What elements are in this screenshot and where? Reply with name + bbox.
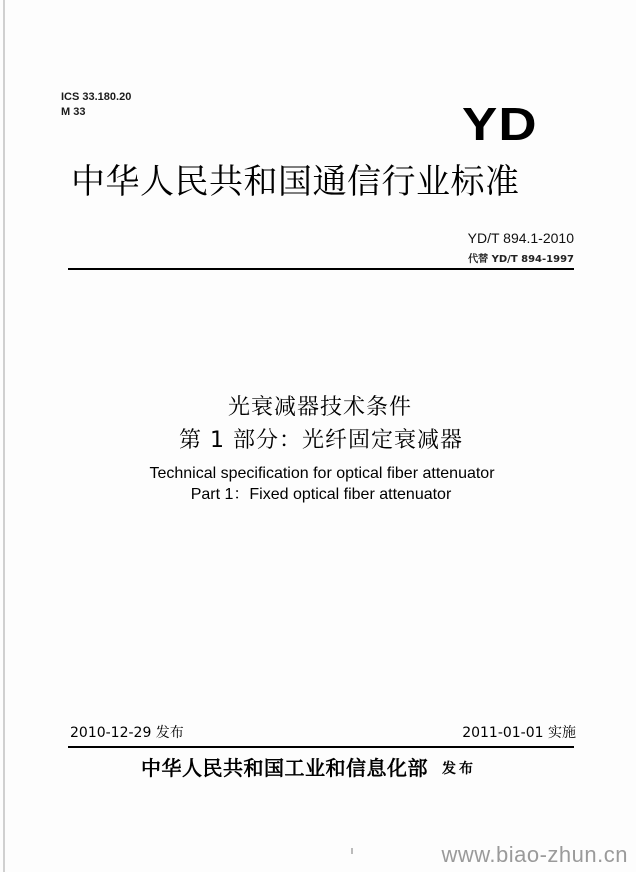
ics-code: ICS 33.180.20 [61,91,132,103]
standard-number: YD/T 894.1-2010 [467,230,574,246]
title-block [0,392,636,506]
publisher-name: 中华人民共和国工业和信息化部 [141,756,428,780]
yd-logo: YD [462,98,538,150]
title-en-line1: Technical specification for optical fiber attenuator [149,465,495,482]
classification-codes [61,90,131,120]
top-divider [68,268,574,270]
title-en-line2: Part 1：Fixed optical fiber attenuator [190,486,452,503]
organization-title: 中华人民共和国通信行业标准 [71,162,520,202]
publisher-line [141,754,476,783]
ccs-code: M 33 [61,106,86,118]
watermark: www.biao-zhun.cn [441,842,628,867]
publisher-action: 发布 [442,761,476,777]
replaces-standard: 代替 YD/T 894-1997 [468,254,574,265]
issue-date: 2010-12-29 发布 [70,725,184,741]
scan-artifact [351,848,353,854]
implementation-date: 2011-01-01 实施 [462,725,576,741]
title-cn-line1: 光衰减器技术条件 [227,395,412,420]
title-cn-line2: 第 1 部分：光纤固定衰减器 [179,428,463,453]
bottom-divider [68,746,574,748]
